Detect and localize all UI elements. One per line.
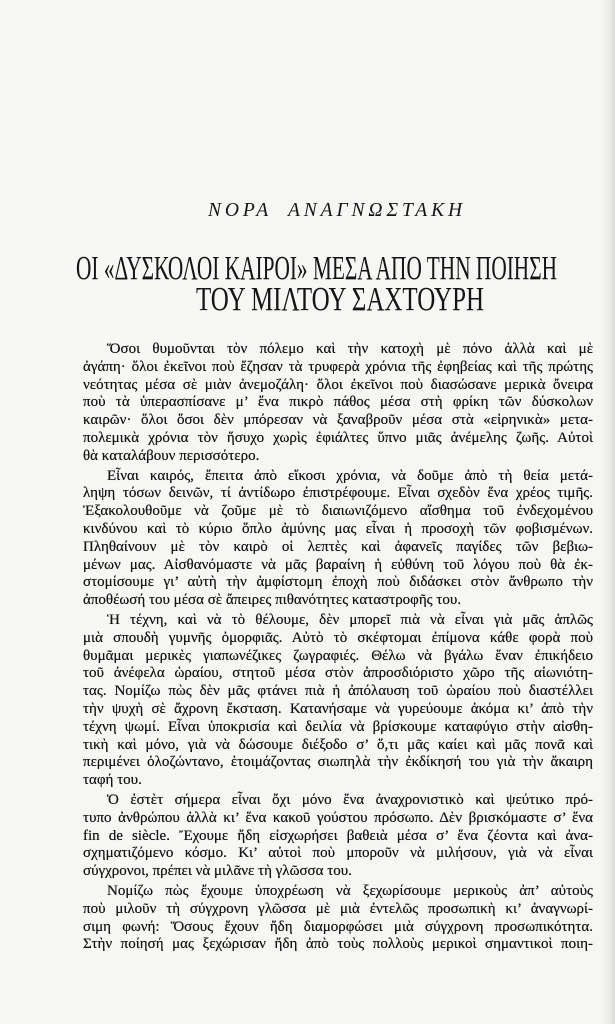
text-line: σιμη φωνή: Ὅσους ἔχουν ἤδη διαμορφώσει μιὰ σύγχρονη προσωπικότητα. xyxy=(83,918,593,935)
text-line: Ἐξακολουθοῦμε νὰ ζοῦμε μὲ τὸ διαιωνιζόμενο αἴσθημα τοῦ ἐνδεχομένου xyxy=(83,503,593,520)
text-line: θυμᾶμαι μερικὲς γιαπωνέζικες ζωγραφιές. Θέλω νὰ βγάλω ἕναν ἐπικήδειο xyxy=(83,647,593,664)
paragraph xyxy=(83,883,593,954)
paragraph xyxy=(83,612,593,790)
author-row xyxy=(208,198,466,222)
text-line: τυπο ἀνθρώπου ἀλλὰ κι’ ἕνα κακοῦ γούστου πρόσωπο. Δὲν βρισκόμαστε σ’ ἕνα xyxy=(83,809,593,826)
text-line: σχηματιζόμενο κόσμο. Κι’ αὐτοὶ ποὺ μποροῦν νὰ μιλήσουν, γιὰ νὰ εἶναι xyxy=(83,845,593,862)
text-line: ληψη τόσων δεινῶν, τί ἀντίδωρο ἐπιστρέφουμε. Εἶναι σχεδὸν ἕνα χρέος τιμῆς. xyxy=(83,485,593,502)
text-line: τικὴ καὶ μόνο, γιὰ νὰ δώσουμε διέξοδο σ’ ὅ,τι μᾶς καίει καὶ μᾶς πονᾶ καὶ xyxy=(83,736,593,753)
text-line: τας. Νομίζω πὼς δὲν μᾶς φτάνει πιὰ ἡ ἀπόλαυση τοῦ ὡραίου ποὺ διαστέλλει xyxy=(83,683,593,700)
text-line: Νομίζω πὼς ἔχουμε ὑποχρέωση νὰ ξεχωρίσουμε μερικοὺς ἀπ’ αὐτοὺς xyxy=(107,882,593,899)
text-line: Ὁ ἐστὲτ σήμερα εἶναι ὄχι μόνο ἕνα ἀναχρονιστικὸ καὶ ψεύτικο πρό- xyxy=(107,791,593,808)
text-line: περιμένει ὁλοζώντανο, ἑτοιμάζοντας σιωπηλὰ τὴν ἐκδίκησή του γιὰ τὴν ἄκαιρη xyxy=(83,754,593,771)
text-line: Πληθαίνουν μὲ τὸν καιρὸ οἱ λεπτὲς καὶ ἀφανεῖς παγίδες τῶν βεβιω- xyxy=(83,538,593,555)
text-line: μένων μας. Αἰσθανόμαστε νὰ μᾶς βαραίνη ἡ εὐθύνη τοῦ λόγου ποὺ θὰ ἐκ- xyxy=(83,556,593,573)
text-line: ἀγάπη· ὅλοι ἐκεῖνοι ποὺ ἔζησαν τὰ τρυφερὰ χρόνια τῆς ἐφηβείας καὶ τῆς πρώτης xyxy=(83,358,593,375)
text-line: Στὴν ποίησή μας ξεχώρισαν ἤδη ἀπὸ τοὺς πολλοὺς μερικοὶ σημαντικοὶ ποιη- xyxy=(83,936,593,953)
text-line: πολεμικὰ χρόνια τὸν ἥσυχο χωρὶς ἐφιάλτες ὕπνο μιᾶς ἀνέμελης ζωῆς. Αὐτοὶ xyxy=(83,429,593,446)
text-line: fin de siècle. Ἔχουμε ἤδη εἰσχωρήσει βαθειὰ μέσα σ’ ἕνα ζέοντα καὶ ἀνα- xyxy=(83,827,593,844)
text-line: ἀποθέωσή του μέσα σὲ ἄπειρες πιθανότητες καταστροφῆς του. xyxy=(83,592,462,609)
text-line: νεότητας μέσα σὲ μιὰν ἀνεμοζάλη· ὅλοι ἐκεῖνοι ποὺ διασώσανε μερικὰ ὄνειρα xyxy=(83,376,593,393)
text-line: τοῦ ἀνέφελα ὡραίου, στητοῦ μέσα στὸν ἀπροσδιόριστο χῶρο τῆς αἰωνιότη- xyxy=(83,665,593,682)
text-line: μιὰ σπουδὴ γυμνῆς ὀμορφιᾶς. Αὐτὸ τὸ σκέφτομαι ἐπίμονα κάθε φορὰ ποὺ xyxy=(83,629,593,646)
text-line: θὰ καταλάβουν περισσότερο. xyxy=(83,447,260,464)
article-title-line-1: ΟΙ «ΔΥΣΚΟΛΟΙ ΚΑΙΡΟΙ» ΜΕΣΑ ΑΠΟ ΤΗΝ ΠΟΙΗΣΗ xyxy=(76,250,557,287)
text-line: στομίσουμε γι’ αὐτὴ τὴν ἀμφίστομη ἐποχὴ ποὺ διδάσκει στὸν ἄνθρωπο τὴν xyxy=(83,574,593,591)
paragraph xyxy=(83,341,593,466)
article-body xyxy=(83,341,593,954)
title-row-2 xyxy=(196,282,484,318)
text-line: Ἡ τέχνη, καὶ νὰ τὸ θέλουμε, δὲν μπορεῖ πιὰ νὰ εἶναι γιὰ μᾶς ἁπλῶς xyxy=(107,611,593,628)
article-title-line-2: ΤΟΥ ΜΙΛΤΟΥ ΣΑΧΤΟΥΡΗ xyxy=(196,281,484,318)
paragraph xyxy=(83,792,593,881)
text-line: τέχνη ψωμί. Εἶναι ὑποκρισία καὶ δειλία νὰ βρίσκουμε καταφύγιο στὴν αἰσθη- xyxy=(83,718,593,735)
text-line: Ὅσοι θυμοῦνται τὸν πόλεμο καὶ τὴν κατοχὴ μὲ πόνο ἀλλὰ καὶ μὲ xyxy=(107,341,593,357)
text-line: ταφή του. xyxy=(83,772,142,789)
text-line: τὴν ψυχὴ σὲ ἄχρονη ἔκσταση. Κατανήσαμε νὰ γυρεύουμε ἀκόμα κι’ ἀπὸ τὴν xyxy=(83,700,593,717)
paragraph xyxy=(83,468,593,610)
text-line: καιρῶν· ὅλοι ὅσοι δὲν μπόρεσαν νὰ ξαναβροῦν μέσα στὰ «εἰρηνικὰ» μετα- xyxy=(83,412,593,429)
text-line: σύγχρονοι, πρέπει νὰ μιλᾶνε τὴ γλῶσσα του. xyxy=(83,863,352,880)
text-line: κινδύνου καὶ τὸ κύριο ὅπλο ἀμύνης μας εἶναι ἡ προσοχὴ τῶν φοβισμένων. xyxy=(83,520,593,537)
author-name: ΝΟΡΑ ΑΝΑΓΝΩΣΤΑΚΗ xyxy=(208,199,466,221)
text-line: ποὺ μιλοῦν τὴ σύγχρονη γλῶσσα μὲ μιὰ ἐντελῶς προσωπικὴ κι’ ἀναγνωρί- xyxy=(83,900,593,917)
text-line: ποὺ τὰ ὑπερασπίσανε μ’ ἕνα πικρὸ πάθος μέσα στὴ φρίκη τῶν δύσκολων xyxy=(83,394,593,411)
text-line: Εἶναι καιρός, ἔπειτα ἀπὸ εἴκοσι χρόνια, νὰ δοῦμε ἀπὸ τὴ θεία μετά- xyxy=(107,467,593,484)
